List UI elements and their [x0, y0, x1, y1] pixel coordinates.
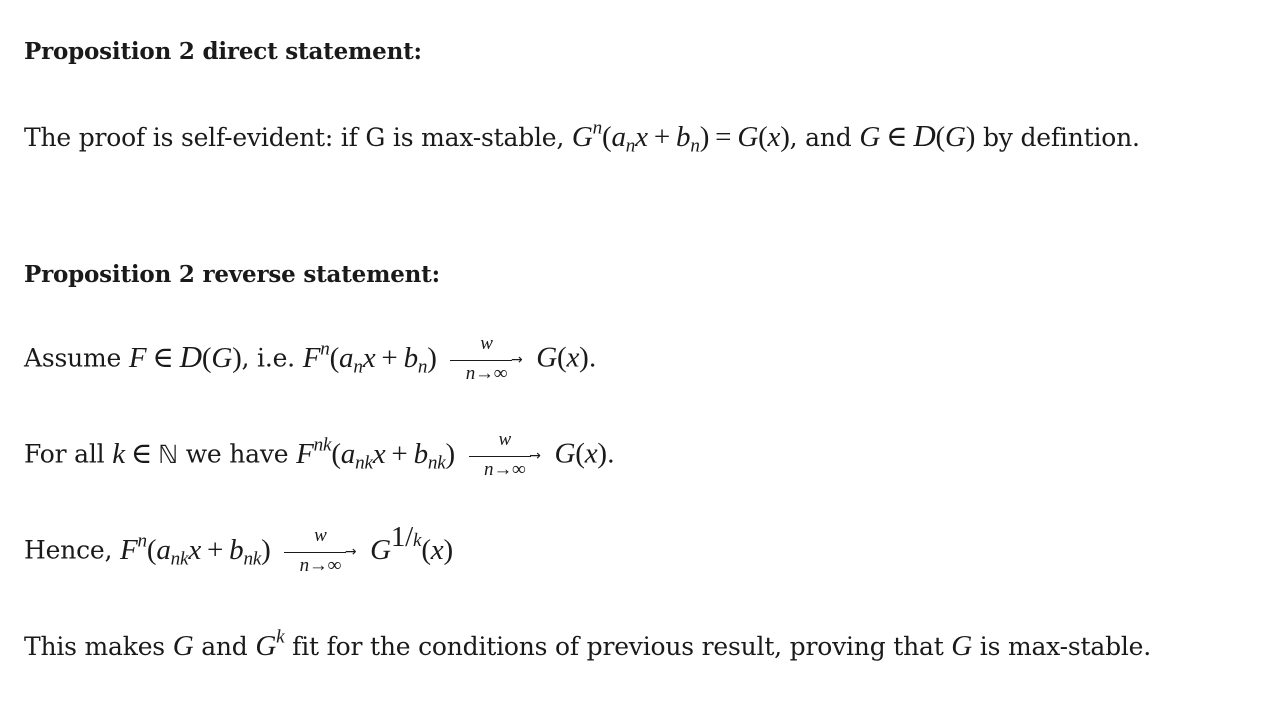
math-fnk-convergence: $F^{nk}(a_{nk}x + b_{nk})$ [296, 434, 456, 474]
arrow-shaft [469, 456, 531, 457]
arrow-label-w: w [498, 429, 511, 450]
weak-convergence-arrow-3 [284, 526, 356, 578]
arrow-head-icon: → [529, 448, 541, 464]
reverse-heading: Proposition 2 reverse statement: [24, 261, 440, 288]
reverse-line-conclusion [24, 626, 1152, 663]
math-gx: G(x) [536, 341, 589, 374]
math-g: G [951, 630, 973, 662]
line2-period: . [606, 439, 615, 469]
reverse-line-hence [24, 521, 453, 578]
math-fn-ank-convergence: $F^n(a_{nk}x + b_{nk})$ [120, 530, 271, 570]
direct-tail-text: by defintion. [982, 123, 1140, 152]
math-f-in-domain: F ∈ D(G) [128, 338, 242, 374]
arrow-label-w: w [314, 525, 327, 546]
arrow-shaft [450, 360, 512, 361]
conclusion-mid-text: fit for the conditions of previous result, proving that [292, 632, 944, 661]
math-g: G [172, 630, 194, 662]
math-g-one-over-k: $G^{1/k}(x)$ [370, 521, 453, 566]
direct-mid-text: , and [789, 123, 852, 152]
ie-text: , i.e. [241, 343, 295, 373]
hence-text: Hence, [24, 535, 113, 565]
math-gn-equals-g: $G^n(a_nx + b_n) = G(x)$ [571, 117, 790, 157]
reverse-line-forall [24, 430, 615, 482]
weak-convergence-arrow-2 [469, 430, 541, 482]
math-g-power-k: $G^k$ [255, 626, 285, 662]
reverse-line-assume [24, 334, 596, 386]
direct-lead-text: The proof is self-evident: if G is max-stable, [24, 123, 565, 152]
math-gx: G(x) [554, 437, 607, 470]
conclusion-end-text: is max-stable. [979, 632, 1152, 661]
arrow-shaft [284, 552, 346, 553]
we-have-text: we have [185, 439, 289, 469]
arrow-label-limit: n→∞ [484, 459, 526, 480]
forall-text: For all [24, 439, 105, 469]
math-k-in-naturals: k ∈ ℕ [112, 437, 178, 470]
arrow-label-w: w [480, 333, 493, 354]
arrow-label-limit: n→∞ [465, 363, 508, 384]
arrow-label-limit: n→∞ [299, 555, 342, 576]
and-text: and [201, 632, 248, 661]
arrow-head-icon: → [344, 544, 357, 560]
direct-heading: Proposition 2 direct statement: [24, 38, 422, 65]
assume-text: Assume [24, 343, 122, 373]
direct-proof-paragraph [24, 117, 1140, 157]
line1-period: . [588, 343, 597, 373]
arrow-head-icon: → [510, 352, 523, 368]
weak-convergence-arrow-1 [450, 334, 522, 386]
this-makes-text: This makes [24, 632, 165, 661]
math-g-in-domain: G ∈ D(G) [859, 118, 976, 153]
math-fn-convergence: $F^n(a_nx + b_n)$ [302, 338, 437, 378]
